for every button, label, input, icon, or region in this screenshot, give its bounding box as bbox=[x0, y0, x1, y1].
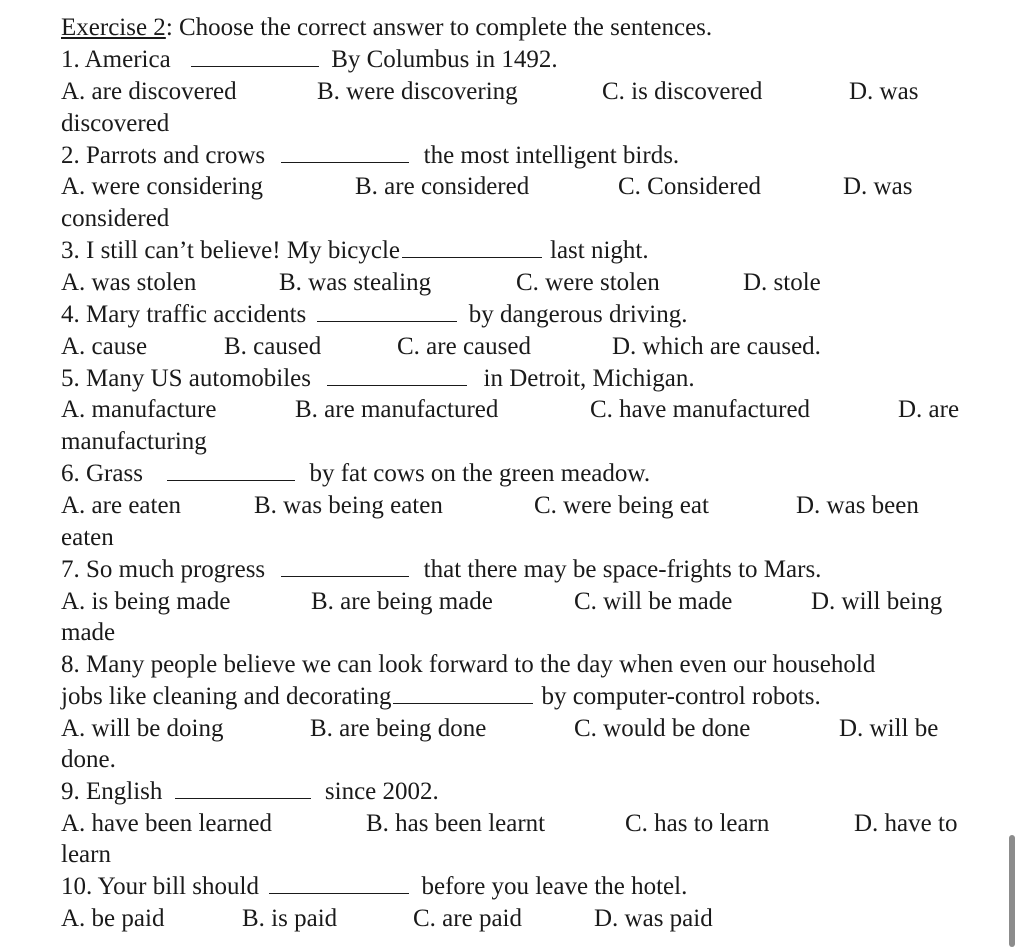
q7-option-b[interactable]: B. are being made bbox=[311, 588, 493, 615]
q2-option-b[interactable]: B. are considered bbox=[355, 173, 530, 200]
question-4-stem bbox=[61, 300, 687, 330]
q5-stem-start: 5. Many US automobiles bbox=[61, 365, 311, 392]
q5-option-a[interactable]: A. manufacture bbox=[61, 396, 217, 423]
question-5-options bbox=[61, 395, 1011, 425]
q5-answer-blank bbox=[327, 367, 467, 386]
q1-option-a[interactable]: A. are discovered bbox=[61, 78, 237, 105]
exercise-title-label: Exercise 2 bbox=[61, 14, 166, 41]
q8-option-a[interactable]: A. will be doing bbox=[61, 715, 224, 742]
q3-stem-start: 3. I still can’t believe! My bicycle bbox=[61, 237, 401, 264]
q3-option-b[interactable]: B. was stealing bbox=[279, 269, 432, 296]
q1-stem-start: 1. America bbox=[61, 46, 171, 73]
q7-option-d-wrap: made bbox=[61, 619, 116, 646]
q2-option-d-wrap: considered bbox=[61, 205, 170, 232]
q8-option-d[interactable]: D. will be bbox=[839, 715, 939, 742]
question-1-options bbox=[61, 77, 1011, 107]
q3-answer-blank bbox=[402, 239, 542, 258]
q5-option-d-wrap: manufacturing bbox=[61, 428, 207, 455]
question-3-stem bbox=[61, 236, 649, 266]
question-8-stem-line-1: 8. Many people believe we can look forward to the day when even our household bbox=[61, 651, 876, 678]
q7-answer-blank bbox=[281, 558, 409, 577]
q7-option-c[interactable]: C. will be made bbox=[574, 588, 733, 615]
q6-stem-start: 6. Grass bbox=[61, 460, 143, 487]
question-6-stem bbox=[61, 459, 650, 489]
question-3-options bbox=[61, 268, 1011, 298]
question-9-options bbox=[61, 809, 1011, 839]
q10-answer-blank bbox=[269, 875, 409, 894]
q7-stem-start: 7. So much progress bbox=[61, 556, 266, 583]
q10-stem-end: before you leave the hotel. bbox=[421, 873, 688, 900]
q2-stem-start: 2. Parrots and crows bbox=[61, 142, 266, 169]
q2-answer-blank bbox=[281, 144, 409, 163]
q3-option-a[interactable]: A. was stolen bbox=[61, 269, 197, 296]
q8-answer-blank bbox=[393, 685, 533, 704]
q9-stem-end: since 2002. bbox=[324, 778, 439, 805]
question-4-options bbox=[61, 332, 1011, 362]
q3-option-c[interactable]: C. were stolen bbox=[516, 269, 660, 296]
q6-option-d-wrap: eaten bbox=[61, 524, 114, 551]
vertical-scrollbar-thumb[interactable] bbox=[1009, 835, 1015, 947]
q5-option-d[interactable]: D. are bbox=[898, 396, 960, 423]
q2-option-d[interactable]: D. was bbox=[843, 173, 913, 200]
question-8-stem bbox=[61, 682, 821, 712]
q8-stem-start: jobs like cleaning and decorating bbox=[61, 683, 392, 710]
q1-answer-blank bbox=[191, 48, 319, 67]
q10-option-b[interactable]: B. is paid bbox=[242, 905, 338, 932]
q9-stem-start: 9. English bbox=[61, 778, 163, 805]
q6-answer-blank bbox=[167, 462, 295, 481]
q2-option-c[interactable]: C. Considered bbox=[618, 173, 762, 200]
q3-option-d[interactable]: D. stole bbox=[743, 269, 821, 296]
q4-option-c[interactable]: C. are caused bbox=[397, 333, 531, 360]
question-6-options bbox=[61, 491, 1011, 521]
q4-option-b[interactable]: B. caused bbox=[224, 333, 322, 360]
q9-answer-blank bbox=[175, 780, 311, 799]
q8-stem-end: by computer-control robots. bbox=[541, 683, 821, 710]
q4-option-d[interactable]: D. which are caused. bbox=[612, 333, 821, 360]
q8-option-b[interactable]: B. are being done bbox=[310, 715, 487, 742]
q5-stem-end: in Detroit, Michigan. bbox=[483, 365, 695, 392]
q1-option-b[interactable]: B. were discovering bbox=[317, 78, 518, 105]
question-2-stem bbox=[61, 141, 679, 171]
q7-option-a[interactable]: A. is being made bbox=[61, 588, 231, 615]
q2-option-a[interactable]: A. were considering bbox=[61, 173, 264, 200]
question-2-options bbox=[61, 172, 1011, 202]
q2-stem-end: the most intelligent birds. bbox=[423, 142, 680, 169]
q5-option-c[interactable]: C. have manufactured bbox=[590, 396, 811, 423]
q5-option-b[interactable]: B. are manufactured bbox=[295, 396, 499, 423]
q3-stem-end: last night. bbox=[550, 237, 649, 264]
q10-option-a[interactable]: A. be paid bbox=[61, 905, 165, 932]
q6-option-b[interactable]: B. was being eaten bbox=[254, 492, 443, 519]
q6-option-d[interactable]: D. was been bbox=[796, 492, 919, 519]
q8-option-c[interactable]: C. would be done bbox=[574, 715, 751, 742]
question-7-stem bbox=[61, 555, 821, 585]
q10-stem-start: 10. Your bill should bbox=[61, 873, 259, 900]
q9-option-c[interactable]: C. has to learn bbox=[625, 810, 770, 837]
question-10-options bbox=[61, 904, 1011, 934]
q4-stem-start: 4. Mary traffic accidents bbox=[61, 301, 307, 328]
q1-option-d-wrap: discovered bbox=[61, 110, 170, 137]
q6-option-a[interactable]: A. are eaten bbox=[61, 492, 182, 519]
q1-option-c[interactable]: C. is discovered bbox=[602, 78, 763, 105]
exercise-title-instruction: : Choose the correct answer to complete the sentences. bbox=[165, 14, 713, 41]
question-1-stem bbox=[61, 45, 558, 75]
q9-option-a[interactable]: A. have been learned bbox=[61, 810, 272, 837]
q10-option-d[interactable]: D. was paid bbox=[594, 905, 713, 932]
question-7-options bbox=[61, 587, 1011, 617]
q7-option-d[interactable]: D. will being bbox=[811, 588, 943, 615]
q1-option-d[interactable]: D. was bbox=[849, 78, 919, 105]
q8-option-d-wrap: done. bbox=[61, 746, 116, 773]
q7-stem-end: that there may be space-frights to Mars. bbox=[423, 556, 822, 583]
q9-option-b[interactable]: B. has been learnt bbox=[366, 810, 546, 837]
question-9-stem bbox=[61, 777, 439, 807]
q4-answer-blank bbox=[317, 303, 457, 322]
q9-option-d-wrap: learn bbox=[61, 841, 111, 868]
q4-option-a[interactable]: A. cause bbox=[61, 333, 148, 360]
q9-option-d[interactable]: D. have to bbox=[854, 810, 958, 837]
question-8-options bbox=[61, 714, 1011, 744]
question-5-stem bbox=[61, 364, 695, 394]
q6-stem-end: by fat cows on the green meadow. bbox=[309, 460, 651, 487]
q1-stem-end: By Columbus in 1492. bbox=[331, 46, 558, 73]
exercise-title bbox=[61, 13, 712, 43]
q6-option-c[interactable]: C. were being eat bbox=[534, 492, 709, 519]
q4-stem-end: by dangerous driving. bbox=[468, 301, 688, 328]
q10-option-c[interactable]: C. are paid bbox=[413, 905, 522, 932]
question-10-stem bbox=[61, 872, 687, 902]
